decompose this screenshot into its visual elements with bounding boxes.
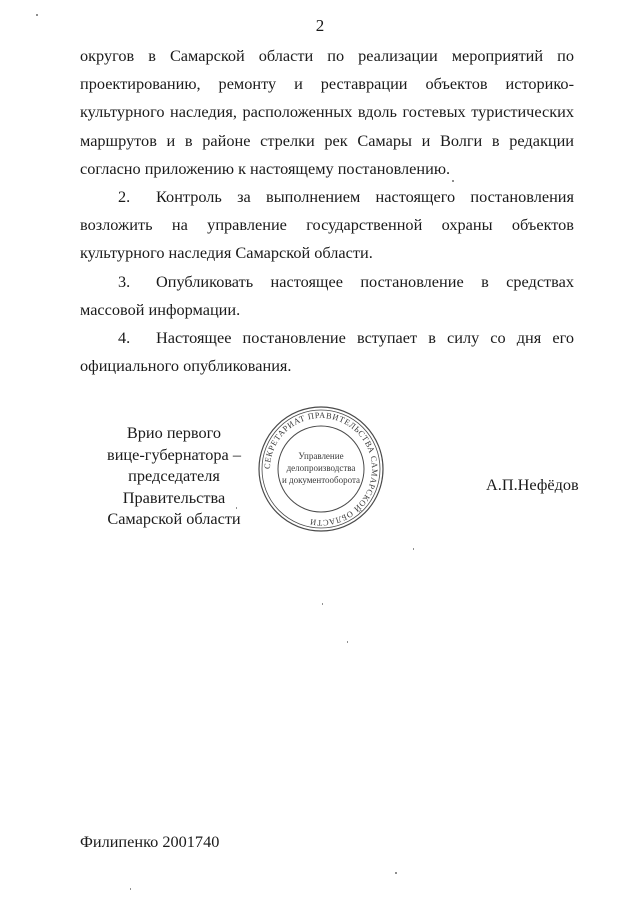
executor-note: Филипенко 2001740: [80, 832, 220, 851]
document-body: [80, 42, 574, 380]
scan-speck: [347, 641, 348, 643]
scan-speck: [36, 14, 38, 16]
page-number: 2: [315, 16, 325, 35]
paragraph-text: Контроль за выполнением настоящего постановления возложить на управление государственной охраны объектов культурного наследия Самарской области.: [80, 187, 574, 263]
seal-ring-text: СЕКРЕТАРИАТ ПРАВИТЕЛЬСТВА САМАРСКОЙ ОБЛАСТИ: [262, 410, 380, 528]
scan-speck: [322, 603, 323, 605]
paragraph-continuation: [80, 42, 574, 183]
paragraph-number: 3.: [118, 271, 131, 291]
seal-center-line: Управление: [298, 451, 344, 461]
paragraph-number: 2.: [118, 187, 131, 207]
seal-center-line: делопроизводства: [286, 463, 356, 473]
signatory-title-line: вице-губернатора –: [107, 444, 241, 464]
seal-graphic: [256, 404, 386, 534]
paragraph-item-4: [80, 324, 574, 380]
scan-speck: [395, 872, 397, 874]
paragraph-number: 4.: [118, 328, 131, 348]
scan-speck: [413, 548, 414, 550]
signatory-name: А.П.Нефёдов: [486, 475, 579, 494]
seal: [256, 404, 386, 534]
signatory-title: [84, 422, 264, 530]
paragraph-item-3: [80, 268, 574, 324]
seal-center-line: и документооборота: [281, 475, 361, 485]
paragraph-item-2: [80, 183, 574, 268]
paragraph-text: Опубликовать настоящее постановление в средствах массовой информации.: [80, 271, 574, 319]
signatory-title-line: Самарской области: [107, 509, 241, 528]
scan-speck: [452, 180, 454, 182]
scan-speck: [130, 888, 131, 890]
paragraph-text: округов в Самарской области по реализации мероприятий по проектированию, ремонту и реставрации объектов историко-культурного наследия, расположенных вдоль гостевых туристических маршрутов и в районе стрелки рек Самары и Волги в редакции согласно приложению к настоящему постановлению.: [80, 46, 574, 178]
paragraph-text: Настоящее постановление вступает в силу со дня его официального опубликования.: [80, 328, 574, 376]
signatory-title-line: Врио первого: [126, 423, 222, 442]
scan-speck: [236, 507, 237, 509]
signatory-title-line: председателя Правительства: [122, 466, 226, 507]
